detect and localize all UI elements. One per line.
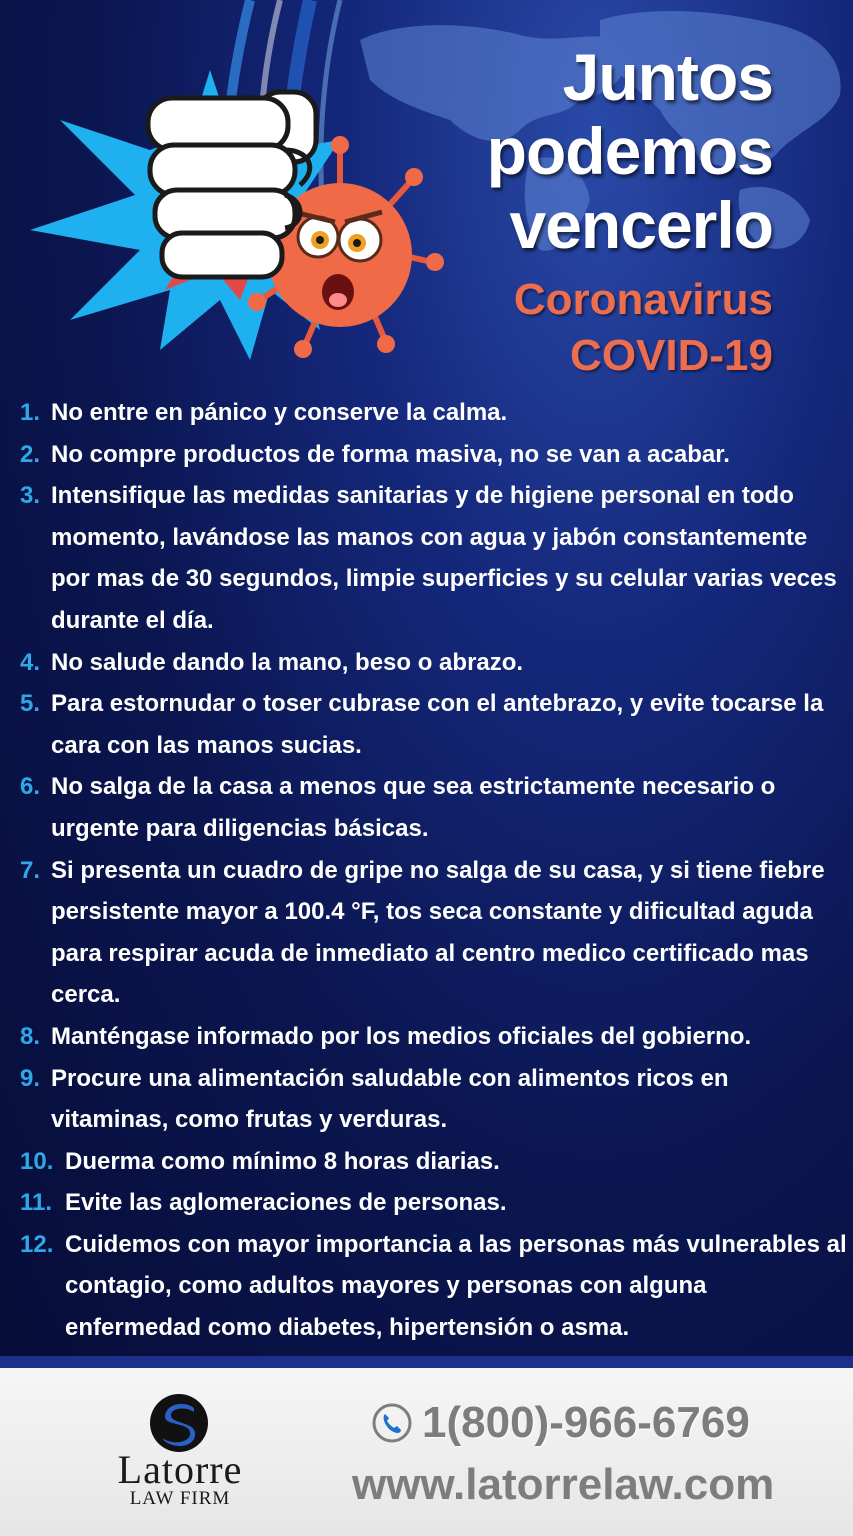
headline-line-2: podemos — [486, 114, 773, 188]
tip-text: Evite las aglomeraciones de personas. — [65, 1189, 507, 1217]
tip-item — [20, 1224, 848, 1349]
logo-subtitle: LAW FIRM — [129, 1488, 231, 1509]
tip-number: 8. — [20, 1022, 41, 1050]
tip-number: 2. — [20, 440, 41, 468]
logo-icon — [148, 1392, 210, 1454]
tip-text: Para estornudar o toser cubrase con el antebrazo, y evite tocarse la cara con las manos sucias. — [51, 690, 824, 759]
headline — [443, 40, 773, 384]
tip-text: Procure una alimentación saludable con alimentos ricos en vitaminas, como frutas y verduras. — [51, 1064, 729, 1134]
tip-number: 10. — [20, 1147, 54, 1175]
phone-icon — [372, 1403, 412, 1443]
subtitle-line-2: COVID-19 — [570, 331, 773, 380]
tip-text: No salga de la casa a menos que sea estrictamente necesario o urgente para diligencias básicas. — [51, 773, 776, 842]
tips-list — [20, 392, 848, 1349]
tip-number: 6. — [20, 773, 41, 801]
tip-text: Cuidemos con mayor importancia a las personas más vulnerables al contagio, como adultos mayores y personas con alguna enfermedad como diabetes, hipertensión o asma. — [65, 1230, 847, 1342]
tip-item — [20, 683, 848, 766]
tip-item — [20, 850, 848, 1016]
tip-text: No entre en pánico y conserve la calma. — [51, 399, 508, 426]
logo-name: Latorre — [117, 1447, 243, 1492]
phone-number[interactable]: 1(800)-966-6769 — [422, 1398, 750, 1447]
website-link[interactable]: www.latorrelaw.com — [352, 1460, 775, 1509]
tip-number: 12. — [20, 1230, 54, 1258]
tip-number: 7. — [20, 856, 41, 884]
tip-text: Si presenta un cuadro de gripe no salga de su casa, y si tiene fiebre persistente mayor a 100.4 °F, tos seca constante y dificultad aguda para respirar acuda de inmediato al centro medico certificado mas cerca. — [51, 856, 825, 1009]
tip-text: No salude dando la mano, beso o abrazo. — [51, 648, 524, 676]
tip-number: 11. — [20, 1189, 53, 1217]
tip-text: Manténgase informado por los medios oficiales del gobierno. — [51, 1022, 752, 1050]
tip-item — [20, 1182, 848, 1224]
footer — [0, 1368, 853, 1536]
tip-number: 5. — [20, 690, 41, 718]
tip-item — [20, 1141, 848, 1183]
tip-item — [20, 475, 848, 641]
tip-number: 1. — [20, 399, 41, 426]
footer-band — [0, 1356, 853, 1368]
tip-number: 3. — [20, 482, 41, 510]
subtitle-line-1: Coronavirus — [513, 275, 773, 324]
tip-item — [20, 434, 848, 476]
tip-item — [20, 1058, 848, 1141]
tip-text: No compre productos de forma masiva, no se van a acabar. — [51, 440, 730, 468]
tip-number: 9. — [20, 1064, 41, 1092]
phone-row[interactable] — [372, 1398, 750, 1448]
headline-line-3: vencerlo — [509, 188, 773, 262]
tip-item — [20, 766, 848, 849]
tip-text: Duerma como mínimo 8 horas diarias. — [65, 1147, 500, 1175]
tip-item — [20, 392, 848, 434]
tip-text: Intensifique las medidas sanitarias y de higiene personal en todo momento, lavándose las manos con agua y jabón constantemente por mas de 30 segundos, limpie superficies y su celular varias veces durante el día. — [51, 482, 837, 634]
tip-item — [20, 642, 848, 684]
tip-item — [20, 1016, 848, 1058]
headline-line-1: Juntos — [562, 40, 773, 114]
tip-number: 4. — [20, 648, 41, 676]
